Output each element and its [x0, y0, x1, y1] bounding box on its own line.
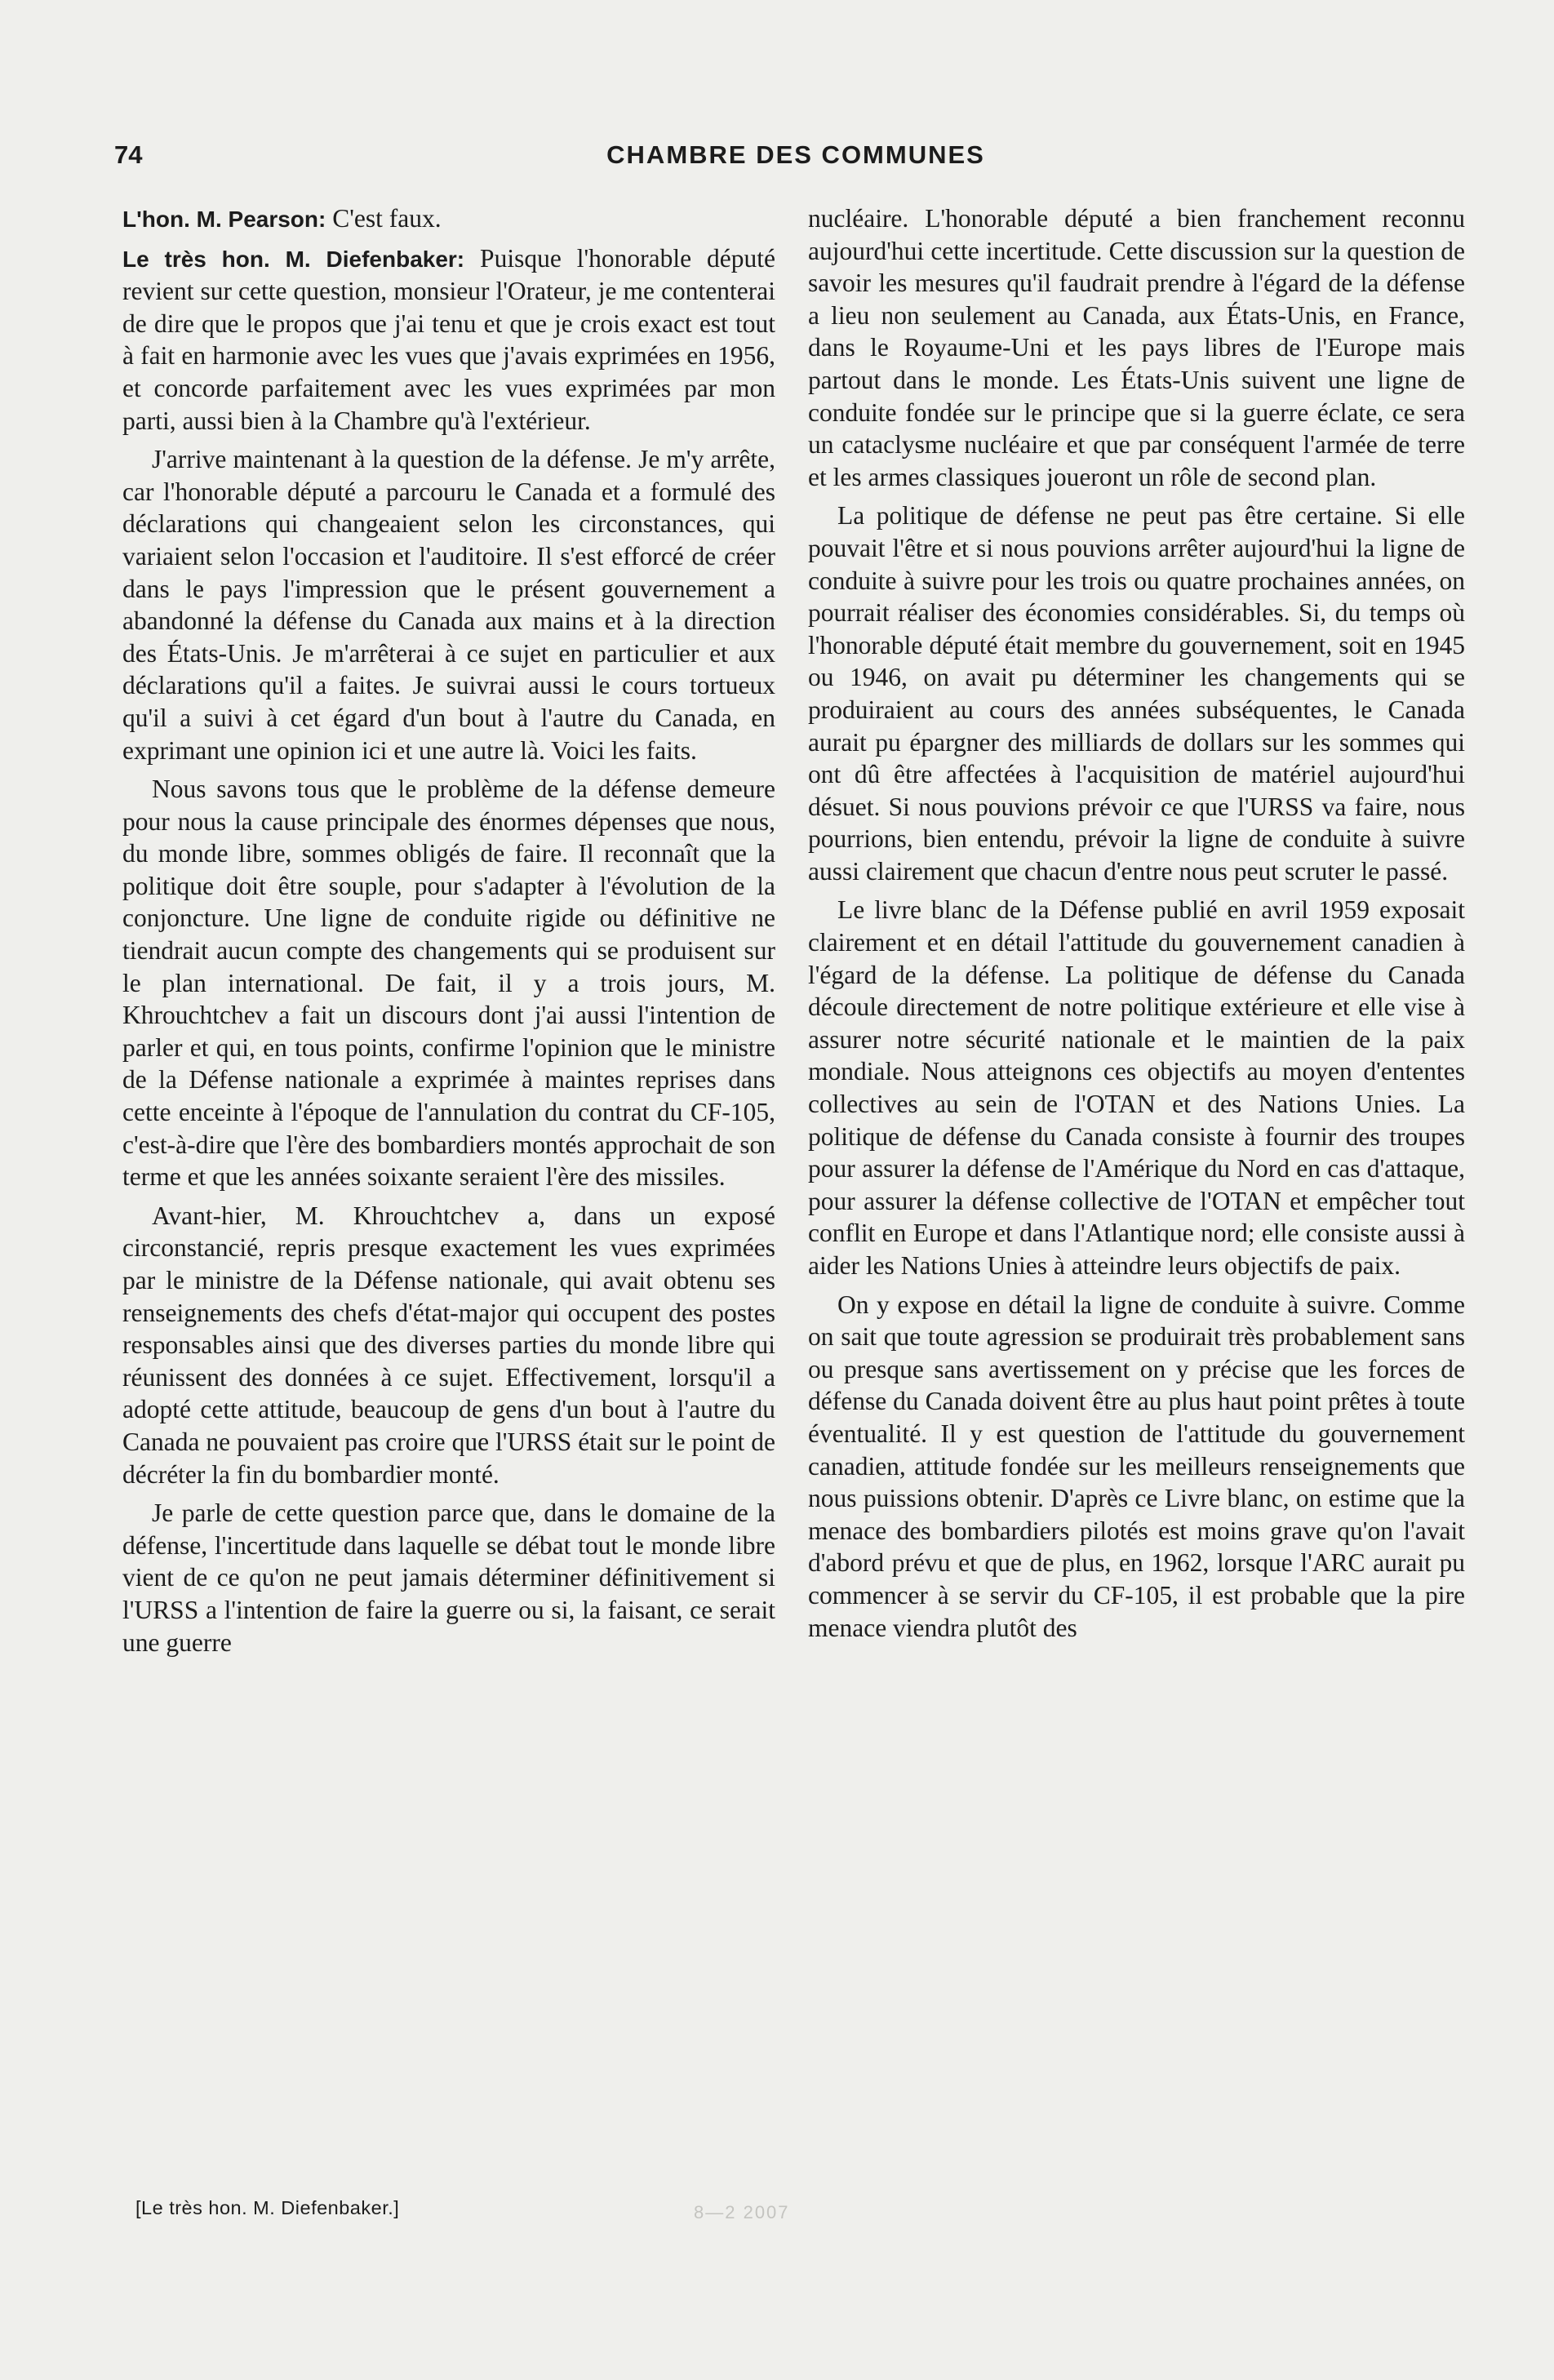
left-column	[122, 202, 775, 1665]
running-head: CHAMBRE DES COMMUNES	[606, 140, 985, 169]
print-mark: 8—2 2007	[694, 2202, 790, 2222]
right-column	[808, 202, 1465, 1650]
paragraph-text: C'est faux.	[326, 204, 442, 233]
paragraph: Je parle de cette question parce que, dans le domaine de la défense, l'incertitude dans laquelle se débat tout le monde libre vient de ce qu'on ne peut jamais déterminer définitivement si l'URSS a l'intention de faire la guerre ou si, la faisant, ce serait une guerre	[122, 1499, 775, 1657]
paragraph: Avant-hier, M. Khrouchtchev a, dans un exposé circonstancié, repris presque exactement les vues exprimées par le ministre de la Défense nationale, qui avait obtenu ses renseignements des chefs d'état-major qui occupent des postes responsables ainsi que des diverses parties du monde libre qui réunissent des données à ce sujet. Effectivement, lorsqu'il a adopté cette attitude, beaucoup de gens d'un bout à l'autre du Canada ne pouvaient pas croire que l'URSS était sur le point de décréter la fin du bombardier monté.	[122, 1201, 775, 1489]
paragraph	[122, 242, 775, 437]
page-header	[114, 140, 1477, 176]
page-number: 74	[114, 140, 143, 169]
paragraph	[122, 202, 775, 236]
speaker-name: L'hon. M. Pearson:	[122, 206, 326, 232]
speaker-reference: [Le très hon. M. Diefenbaker.]	[135, 2197, 400, 2218]
paragraph-text: Puisque l'honorable député revient sur cette question, monsieur l'Orateur, je me contenterai de dire que le propos que j'ai tenu et que je crois exact est tout à fait en harmonie avec les vues que j'avais exprimées en 1956, et concorde parfaitement avec les vues exprimées par mon parti, aussi bien à la Chambre qu'à l'extérieur.	[122, 243, 775, 435]
paragraph: On y expose en détail la ligne de conduite à suivre. Comme on sait que toute agression se produirait très probablement sans ou presque sans avertissement on y précise que les forces de défense du Canada doivent être au plus haut point prêtes à toute éventualité. Il y est question de l'attitude du gouvernement canadien, attitude fondée sur les meilleurs renseignements que nous puissions obtenir. D'après ce Livre blanc, on estime que la menace des bombardiers pilotés est moins grave qu'on l'avait d'abord prévu et que de plus, en 1962, lorsque l'ARC aurait pu commencer à se servir du CF-105, il est probable que la pire menace viendra plutôt des	[808, 1290, 1465, 1642]
paragraph: La politique de défense ne peut pas être certaine. Si elle pouvait l'être et si nous pouvions arrêter aujourd'hui la ligne de conduite à suivre pour les trois ou quatre prochaines années, on pourrait réaliser des économies considérables. Si, du temps où l'honorable député était membre du gouvernement, soit en 1945 ou 1946, on avait pu déterminer les changements qui se produiraient au cours des années subséquentes, le Canada aurait pu épargner des milliards de dollars sur les sommes qui ont dû être affectées à l'acquisition de matériel aujourd'hui désuet. Si nous pouvions prévoir ce que l'URSS va faire, nous pourrions, bien entendu, prévoir la ligne de conduite à suivre aussi clairement que chacun d'entre nous peut scruter le passé.	[808, 501, 1465, 886]
speaker-name: Le très hon. M. Diefenbaker:	[122, 246, 465, 272]
paragraph: J'arrive maintenant à la question de la défense. Je m'y arrête, car l'honorable député a parcouru le Canada et a formulé des déclarations qui changeaient selon les circonstances, qui variaient selon l'occasion et l'auditoire. Il s'est efforcé de créer dans le pays l'impression que le présent gouvernement a abandonné la défense du Canada aux mains et à la direction des États-Unis. Je m'arrêterai à ce sujet en particulier et aux déclarations qu'il a faites. Je suivrai aussi le cours tortueux qu'il a suivi à cet égard d'un bout à l'autre du Canada, en exprimant une opinion ici et une autre là. Voici les faits.	[122, 445, 775, 765]
paragraph: Nous savons tous que le problème de la défense demeure pour nous la cause principale des énormes dépenses que nous, du monde libre, sommes obligés de faire. Il reconnaît que la politique doit être souple, pour s'adapter à l'évolution de la conjoncture. Une ligne de conduite rigide ou définitive ne tiendrait aucun compte des changements qui se produisent sur le plan international. De fait, il y a trois jours, M. Khrouchtchev a fait un discours dont j'ai aussi l'intention de parler et qui, en tous points, confirme l'opinion que le ministre de la Défense nationale a exprimée à maintes reprises dans cette enceinte à l'époque de l'annulation du contrat du CF-105, c'est-à-dire que l'ère des bombardiers montés approchait de son terme et que les années soixante seraient l'ère des missiles.	[122, 775, 775, 1192]
paragraph: nucléaire. L'honorable député a bien franchement reconnu aujourd'hui cette incertitude. Cette discussion sur la question de savoir les mesures qu'il faudrait prendre à l'égard de la défense a lieu non seulement au Canada, aux États-Unis, en France, dans le Royaume-Uni et les pays libres de l'Europe mais partout dans le monde. Les États-Unis suivent une ligne de conduite fondée sur le principe que si la guerre éclate, ce sera un cataclysme nucléaire et que par conséquent l'armée de terre et les armes classiques joueront un rôle de second plan.	[808, 204, 1465, 491]
paragraph: Le livre blanc de la Défense publié en avril 1959 exposait clairement et en détail l'attitude du gouvernement canadien à l'égard de la défense. La politique de défense du Canada découle directement de notre politique extérieure et elle vise à assurer notre sécurité nationale et le maintien de la paix mondiale. Nous atteignons ces objectifs au moyen d'ententes collectives au sein de l'OTAN et des Nations Unies. La politique de défense du Canada consiste à fournir des troupes pour assurer la défense de l'Amérique du Nord en cas d'attaque, pour assurer la défense collective de l'OTAN et empêcher tout conflit en Europe et dans l'Atlantique nord; elle consiste aussi à aider les Nations Unies à atteindre leurs objectifs de paix.	[808, 895, 1465, 1280]
